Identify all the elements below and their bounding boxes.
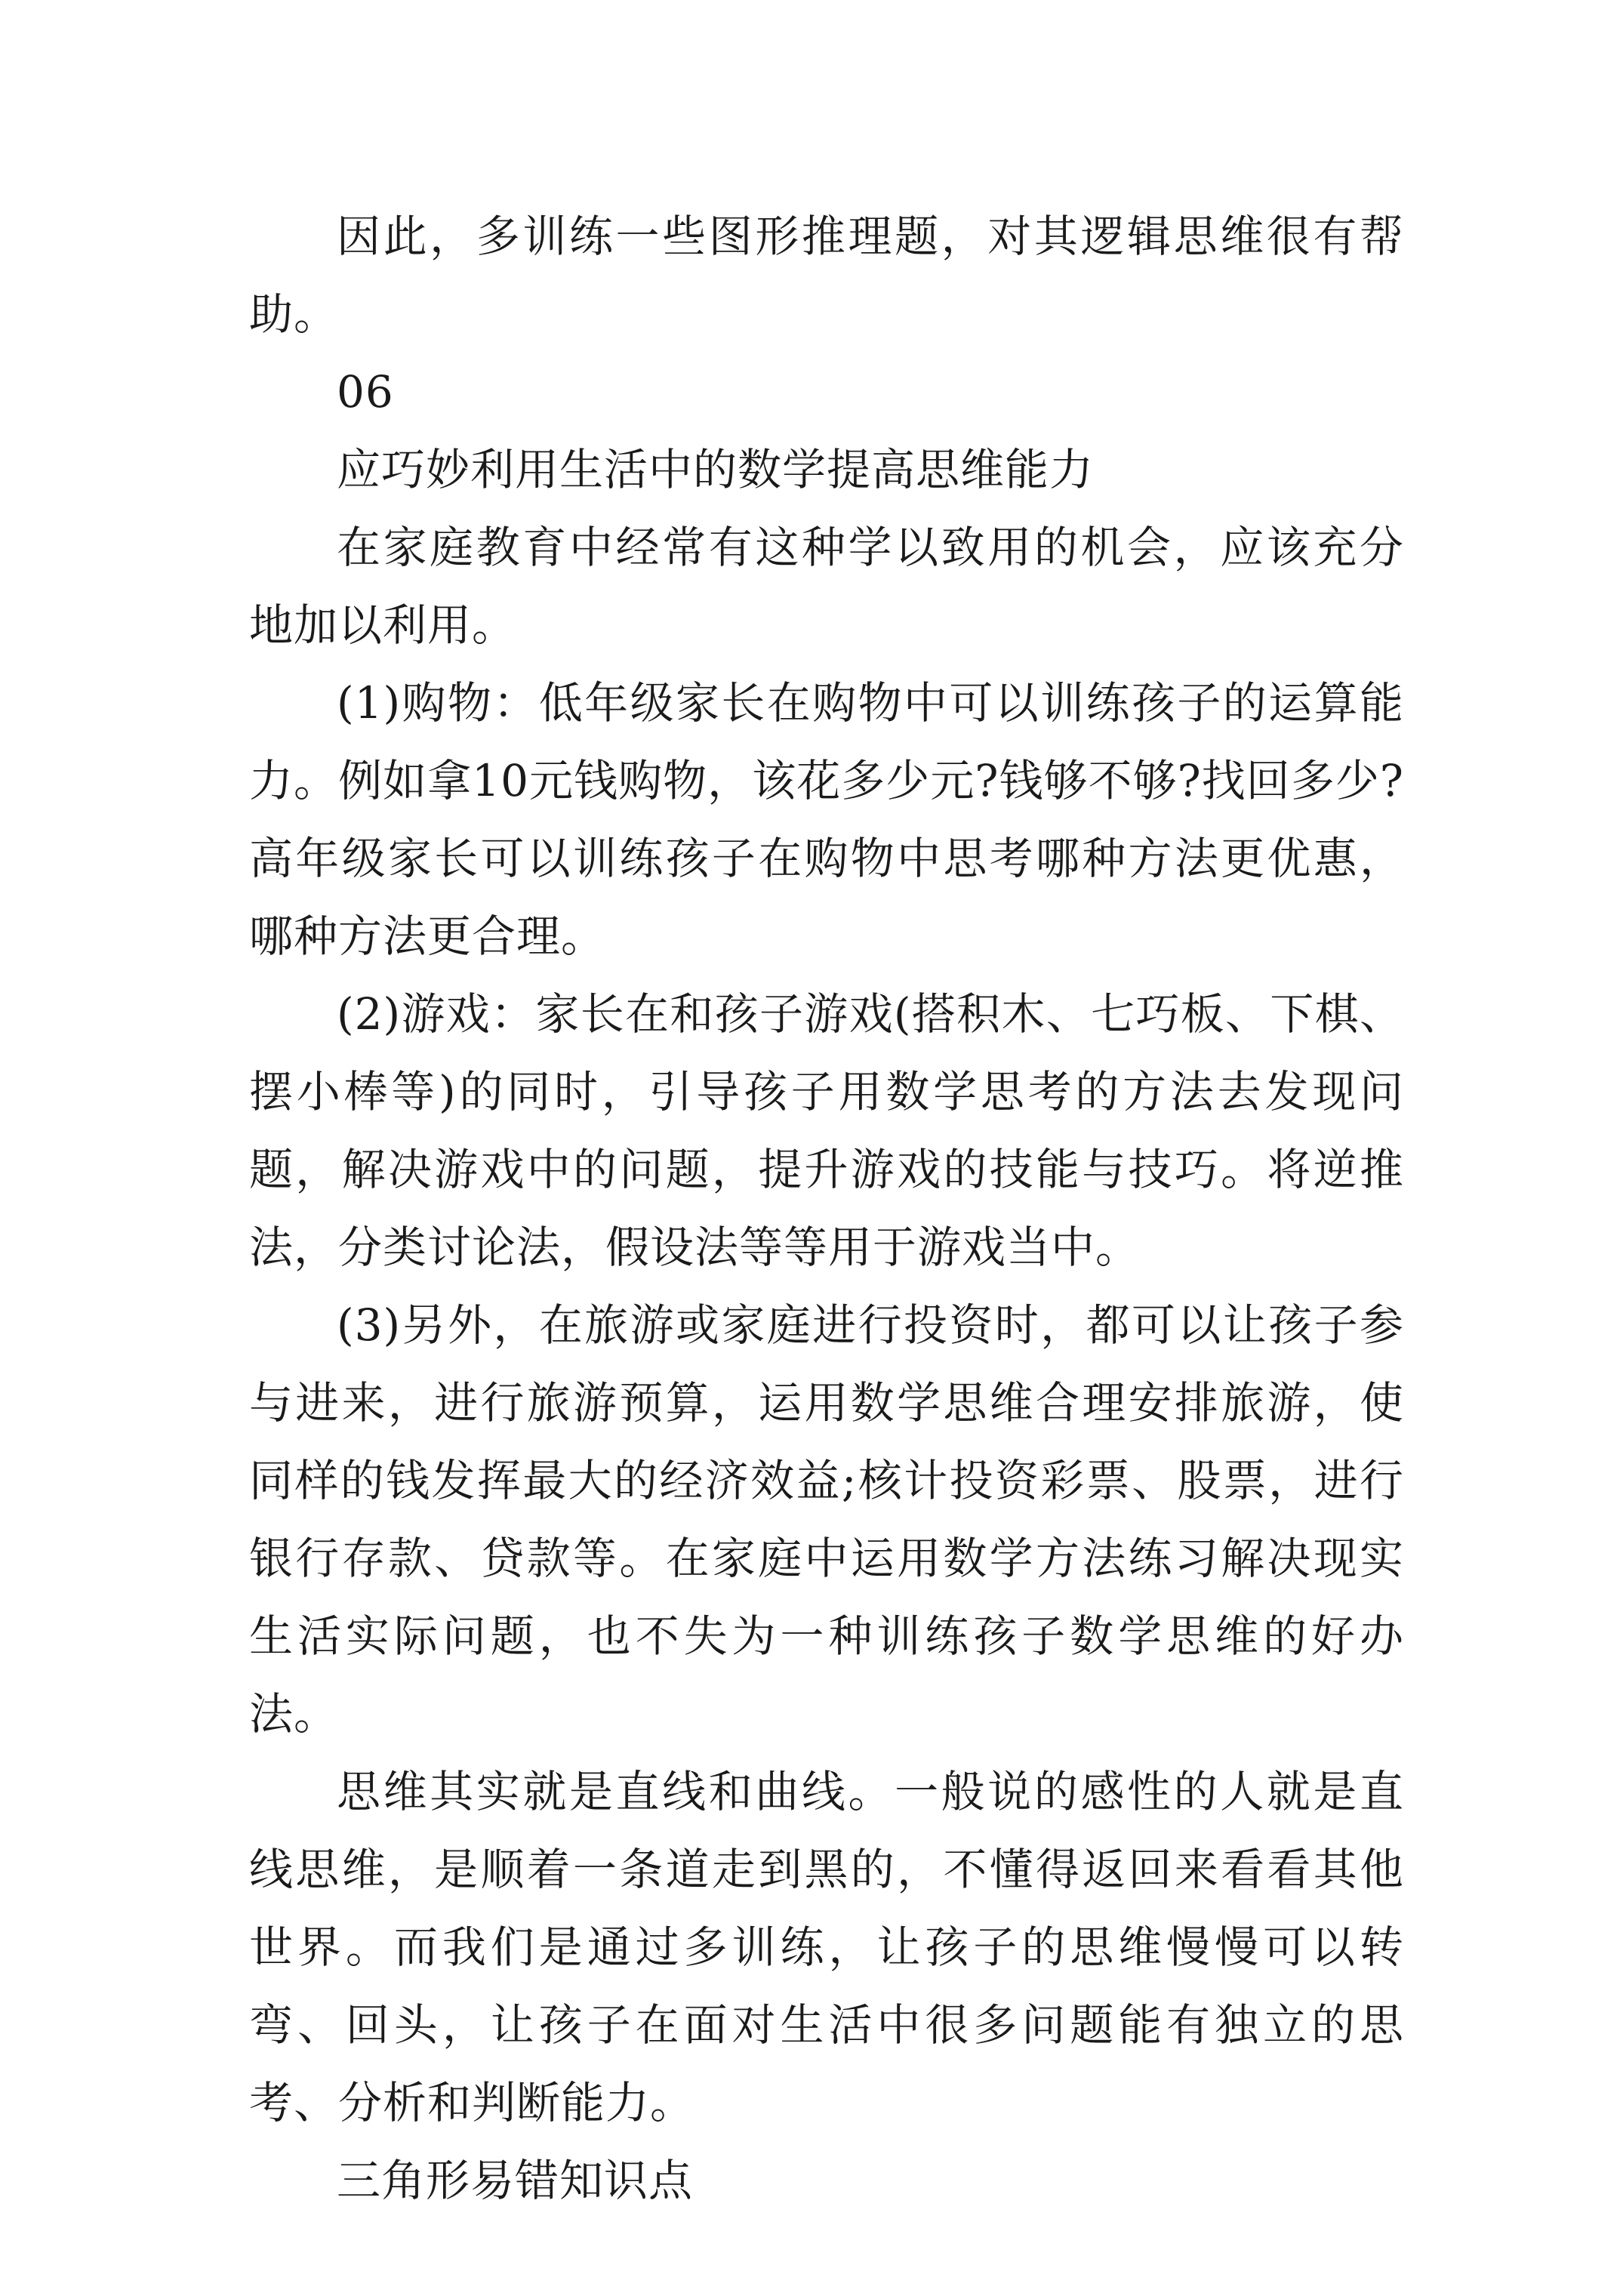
section-heading: 应巧妙利用生活中的数学提高思维能力 <box>337 444 1095 495</box>
paragraph-thinking-lines: 思维其实就是直线和曲线。一般说的感性的人就是直线思维，是顺着一条道走到黑的，不懂得返回来看看其他世界。而我们是通过多训练，让孩子的思维慢慢可以转弯、回头，让孩子在面对生活中很多问题能有独立的思考、分析和判断能力。 <box>249 1766 1404 2128</box>
paragraph-travel-investment: (3)另外，在旅游或家庭进行投资时，都可以让孩子参与进来，进行旅游预算，运用数学思维合理安排旅游，使同样的钱发挥最大的经济效益;核计投资彩票、股票，进行银行存款、贷款等。在家庭中运用数学方法练习解决现实生活实际问题，也不失为一种训练孩子数学思维的好办法。 <box>249 1299 1404 1740</box>
paragraph-shopping: (1)购物：低年级家长在购物中可以训练孩子的运算能力。例如拿10元钱购物，该花多少元?钱够不够?找回多少?高年级家长可以训练孩子在购物中思考哪种方法更优惠，哪种方法更合理。 <box>249 677 1404 962</box>
section-number: 06 <box>337 366 394 418</box>
document-body <box>249 198 1404 2220</box>
next-section-heading: 三角形易错知识点 <box>337 2155 694 2206</box>
paragraph-family-education: 在家庭教育中经常有这种学以致用的机会，应该充分地加以利用。 <box>249 522 1404 651</box>
paragraph-games: (2)游戏：家长在和孩子游戏(搭积木、七巧板、下棋、摆小棒等)的同时，引导孩子用数学思考的方法去发现问题，解决游戏中的问题，提升游戏的技能与技巧。将逆推法，分类讨论法，假设法等等用于游戏当中。 <box>249 988 1404 1273</box>
paragraph-logic-training: 因此，多训练一些图形推理题，对其逻辑思维很有帮助。 <box>249 211 1404 340</box>
